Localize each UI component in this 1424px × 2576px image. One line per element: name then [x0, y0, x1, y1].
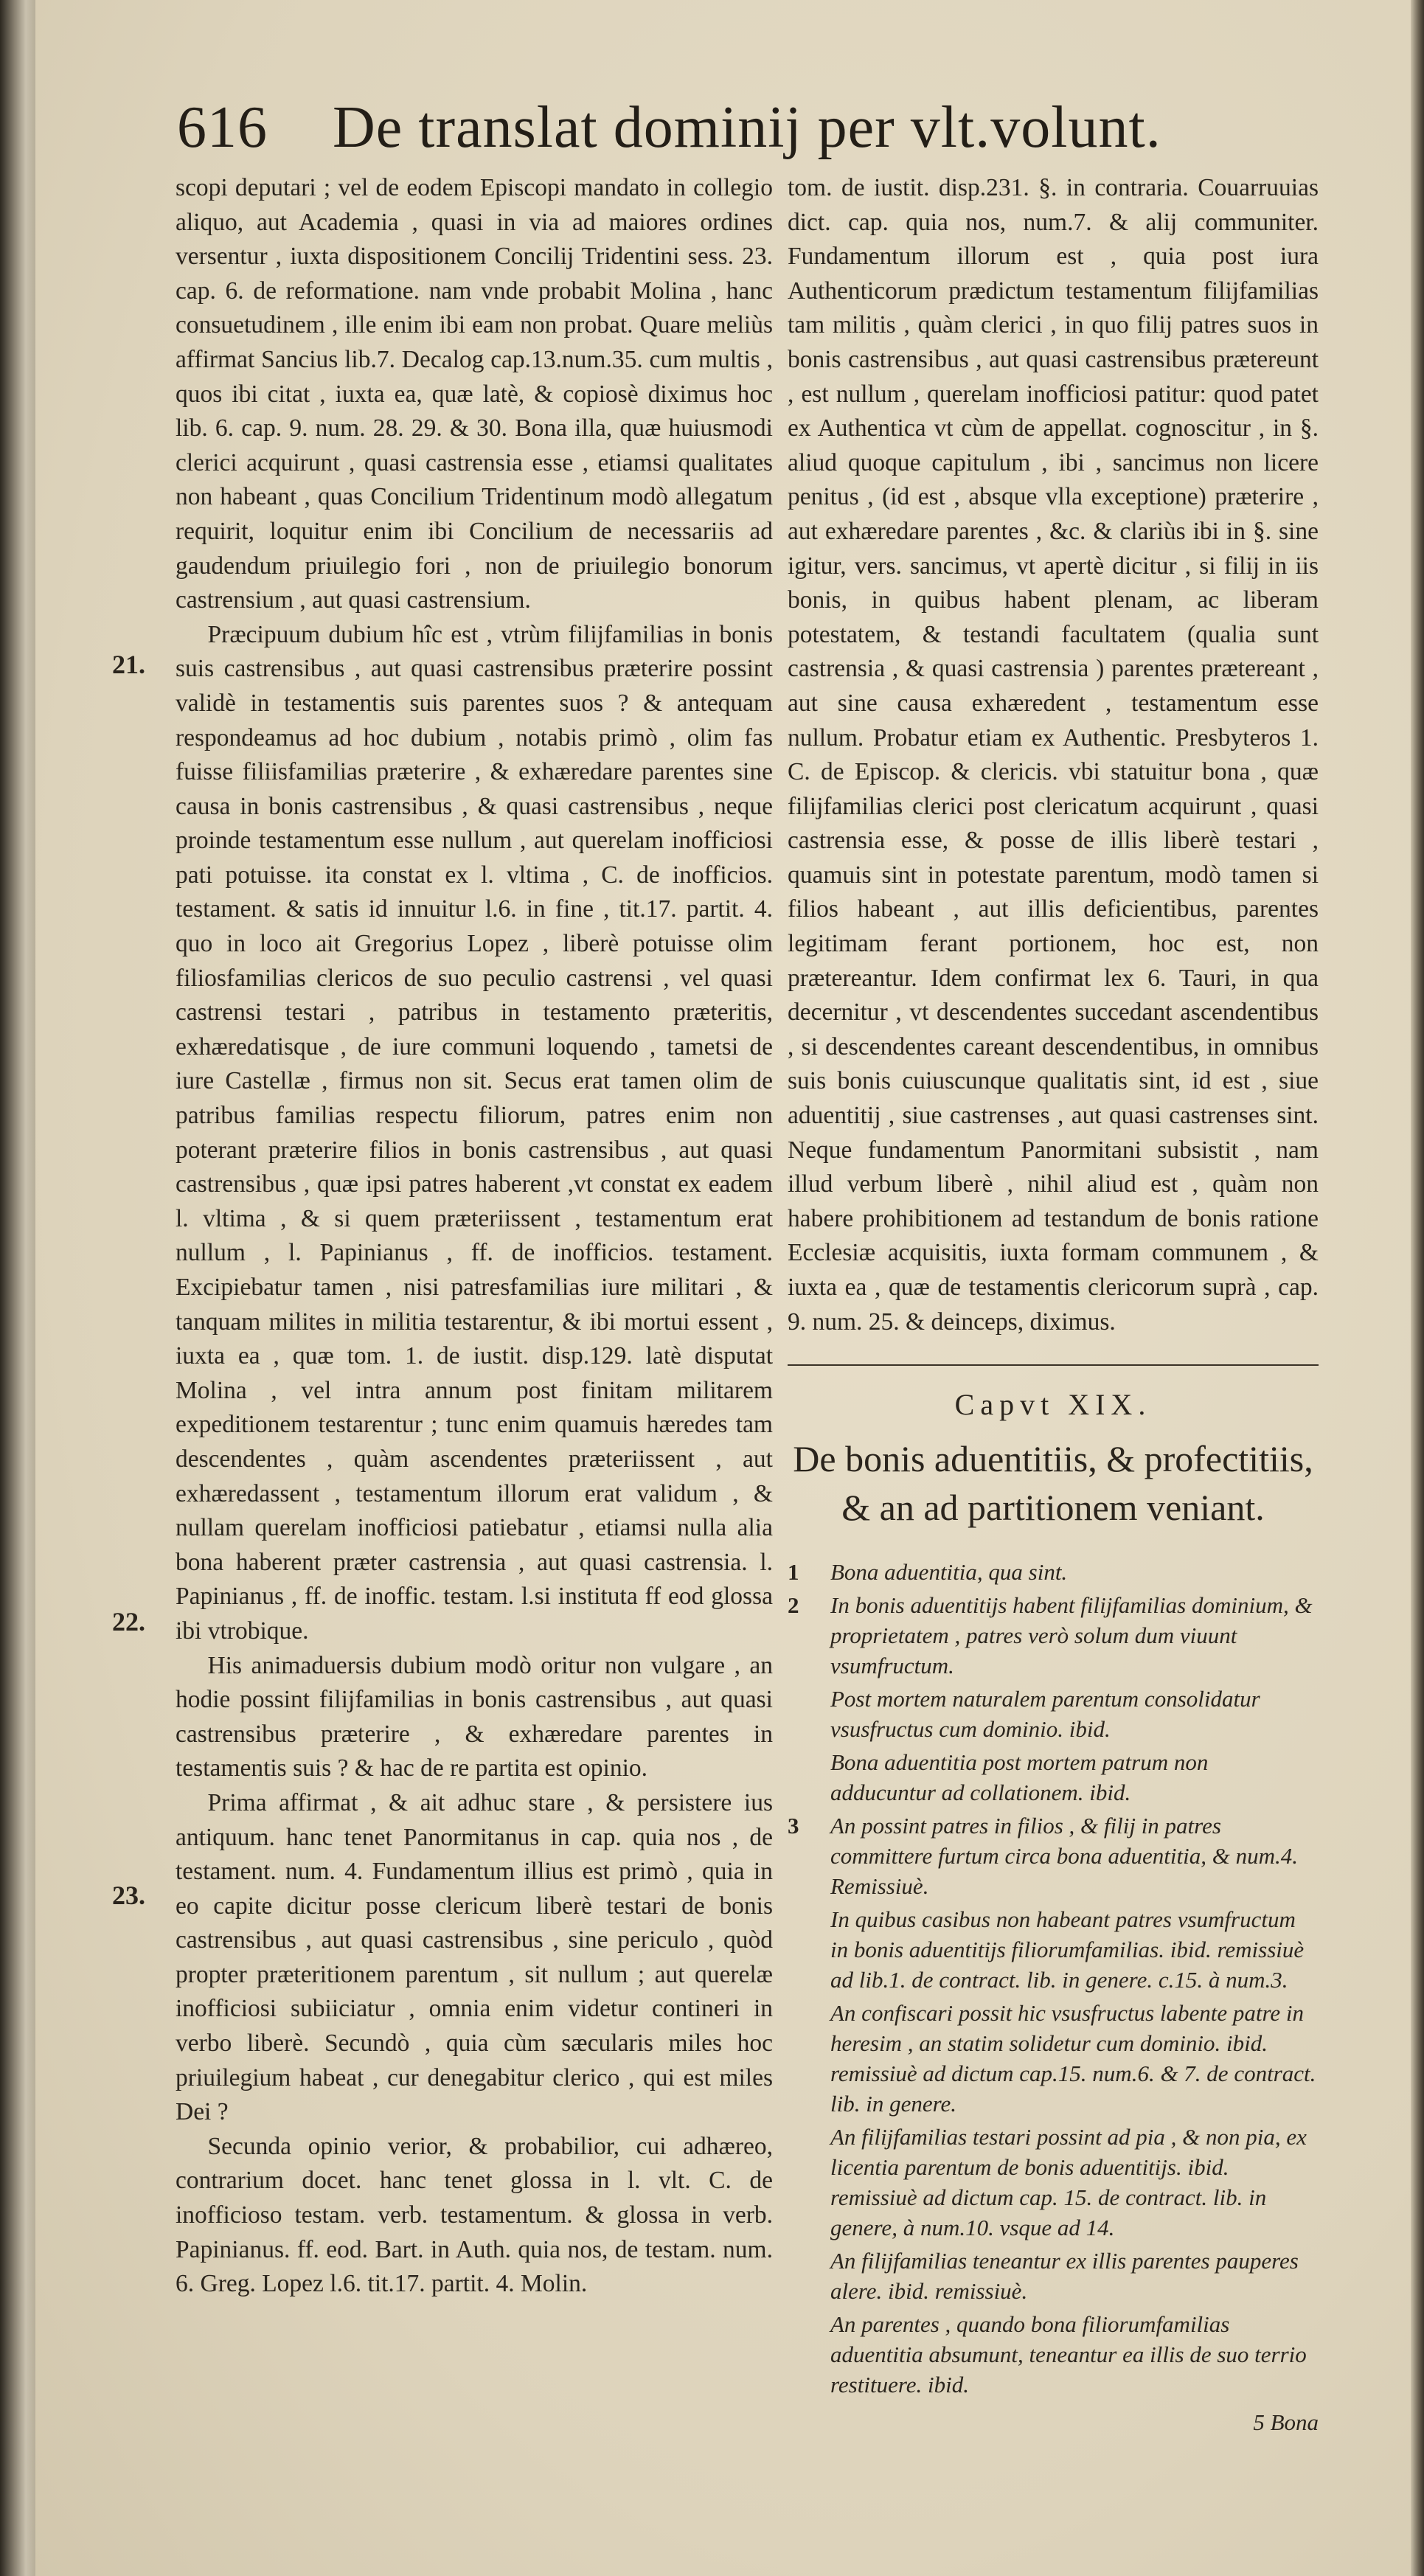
- summary-item: [788, 1747, 1319, 1808]
- summary-item: [788, 1998, 1319, 2119]
- catchword: 5 Bona: [1253, 2409, 1319, 2435]
- summary-item: [788, 1904, 1319, 1995]
- paragraph: scopi deputari ; vel de eodem Episcopi mandato in collegio aliquo, aut Academia , quasi in via ad maiores ordines versentur , iuxta dispositionem Concilij Tridentini sess. 23. cap. 6. de reformatione. nam vnde probabit Molina , hanc consuetudinem , ille enim ibi eam non probat. Quare meliùs affirmat Sancius lib.7. Decalog cap.13.num.35. cum multis , quos ibi citat , iuxta ea, quæ latè, & copiosè diximus hoc lib. 6. cap. 9. num. 28. 29. & 30. Bona illa, quæ huiusmodi clerici acquirunt , quasi castrensia esse , etiamsi qualitates non habeant , quas Concilium Tridentinum modò allegatum requirit, loquitur enim ibi Concilium de necessariis ad gaudendum priuilegio fori , non de priuilegio bonorum castrensium , aut quasi castrensium.: [176, 174, 773, 614]
- summary-number: 1: [788, 1558, 799, 1585]
- chapter-title: De bonis aduentitiis, & profectitiis, & an ad partitionem veniant.: [793, 1437, 1313, 1528]
- page-stack-edge: [0, 0, 37, 2576]
- running-title: De translat dominij per vlt.volunt.: [333, 95, 1161, 160]
- summary-text: An possint patres in filios , & filij in patres committere furtum circa bona aduentitia, & num.4. Remissiuè.: [830, 1812, 1298, 1899]
- chapter-heading: Capvt XIX.: [954, 1388, 1152, 1422]
- summary-text: An confiscari possit hic vsusfructus labente patre in heresim , an statim solidetur cum dominio. ibid. remissiuè ad dictum cap.15. num.6. & 7. de contract. lib. in genere.: [830, 1999, 1316, 2117]
- summary-item: [788, 1557, 1319, 1587]
- right-column: [788, 171, 1319, 2440]
- margin-number: 22.: [112, 1607, 145, 1636]
- paragraph: Prima affirmat , & ait adhuc stare , & persistere ius antiquum. hanc tenet Panormitanus in cap. quia nos , de testament. num. 4. Fundamentum illius est primò , quia in eo capite dicitur posse clericum liberè testari de bonis castrensibus , aut quasi castrensibus , sine periculo , quòd propter præteritionem parentum , sit nullum ; aut querelæ inofficiosi subiiciatur , omnia enim videtur contineri in verbo liberè. Secundò , quia cùm sæcularis miles hoc priuilegium habeat , cur denegabitur clerico , qui est miles Dei ?: [176, 1788, 773, 2126]
- summary-number: 2: [788, 1591, 799, 1618]
- summary-text: An filijfamilias testari possint ad pia , & non pia, ex licentia parentum de bonis aduentitijs. ibid. remissiuè ad dictum cap. 15. de contract. lib. in genere, à num.10. vsque ad 14.: [830, 2123, 1307, 2240]
- summary-text: In bonis aduentitijs habent filijfamilias dominium, & proprietatem , patres verò solum dum viuunt vsumfructum.: [830, 1591, 1313, 1678]
- page-number: 616: [177, 95, 268, 160]
- summary-item: [788, 1684, 1319, 1744]
- summary-text: Post mortem naturalem parentum consolidatur vsusfructus cum dominio. ibid.: [830, 1685, 1260, 1742]
- paragraph: Secunda opinio verior, & probabilior, cui adhæreo, contrarium docet. hanc tenet glossa in l. vlt. C. de inofficioso testam. verb. testamentum. & glossa in verb. Papinianus. ff. eod. Bart. in Auth. quia nos, de testam. num. 6. Greg. Lopez l.6. tit.17. partit. 4. Molin.: [176, 2132, 773, 2298]
- left-column: [176, 171, 773, 2302]
- summary-list: [788, 1557, 1319, 2400]
- summary-item: [788, 1811, 1319, 1901]
- margin-number: 21.: [112, 650, 145, 679]
- summary-text: An filijfamilias teneantur ex illis parentes pauperes alere. ibid. remissiuè.: [830, 2247, 1299, 2304]
- summary-text: Bona aduentitia, qua sint.: [830, 1558, 1068, 1585]
- summary-item: [788, 2122, 1319, 2243]
- running-header: [177, 87, 1313, 168]
- paragraph: tom. de iustit. disp.231. §. in contraria. Couarruuias dict. cap. quia nos, num.7. & alij communiter. Fundamentum illorum est , quia post iura Authenticorum prædictum testamentum filijfamilias tam militis , quàm clerici , in quo filij patres suos in bonis castrensibus , aut quasi castrensibus prætereunt , est nullum , querelam inofficiosi patitur: quod patet ex Authentica vt cùm de appellat. cognoscitur , in §. aliud quoque capitulum , ibi , sancimus non licere penitus , (id est , absque vlla exceptione) præterire , aut exhæredare parentes , &c. & clariùs ibi in §. sine igitur, vers. sancimus, vt apertè dicitur , si filij in iis bonis, in quibus habent plenam, ac liberam potestatem, & testandi facultatem (qualia sunt castrensia , & quasi castrensia ) parentes prætereant , aut sine causa exhæredent , testamentum esse nullum. Probatur etiam ex Authentic. Presbyteros 1. C. de Episcop. & clericis. vbi statuitur bona , quæ filijfamilias clerici post clericatum acquirunt , quasi castrensia esse, & posse de illis liberè testari , quamuis sint in potestate parentum, modò tamen si filios habeant , aut illis deficientibus, parentes legitimam ferant portionem, hoc est, non prætereantur. Idem confirmat lex 6. Tauri, in qua decernitur , vt descendentes succedant ascendentibus , si descendentes careant descendentibus, in omnibus suis bonis cuiuscunque qualitatis sint, id est , siue aduentitij , siue castrenses , aut quasi castrenses sint. Neque fundamentum Panormitani subsistit , nam illud verbum liberè , nihil aliud est , quàm non habere prohibitionem ad testandum de bonis ratione Ecclesiæ acquisitis, iuxta formam communem , & iuxta ea , quæ de testamentis clericorum suprà , cap. 9. num. 25. & deinceps, diximus.: [788, 174, 1319, 1336]
- binding-edge: [1411, 0, 1424, 2576]
- section-rule: [788, 1364, 1319, 1366]
- summary-text: Bona aduentitia post mortem patrum non adducuntur ad collationem. ibid.: [830, 1749, 1209, 1805]
- summary-item: [788, 2309, 1319, 2400]
- summary-text: In quibus casibus non habeant patres vsumfructum in bonis aduentitijs filiorumfamilias. ibid. remissiuè ad lib.1. de contract. lib. in genere. c.15. à num.3.: [830, 1906, 1305, 1993]
- margin-number: 23.: [112, 1881, 145, 1910]
- paragraph: His animaduersis dubium modò oritur non vulgare , an hodie possint filijfamilias in bonis castrensibus , aut quasi castrensibus præterire , & exhæredare parentes in testamentis suis ? & hac de re partita est opinio.: [176, 1651, 773, 1782]
- paragraph: Præcipuum dubium hîc est , vtrùm filijfamilias in bonis suis castrensibus , aut quasi castrensibus præterire possint validè in testamentis suis parentes suos ? & antequam respondeamus ad hoc dubium , notabis primò , olim fas fuisse filiisfamilias præterire , & exhæredare parentes sine causa in bonis castrensibus , & quasi castrensibus , neque proinde testamentum esse nullum , aut querelam inofficiosi pati potuisse. ita constat ex l. vltima , C. de inofficios. testament. & satis id innuitur l.6. in fine , tit.17. partit. 4. quo in loco ait Gregorius Lopez , liberè potuisse olim filiosfamilias clericos de suo peculio castrensi , vel quasi castrensi testari , patribus in testamento præteritis, exhæredatisque , de iure communi loquendo , tametsi de iure Castellæ , firmus non sit. Secus erat tamen olim de patribus familias respectu filiorum, patres enim non poterant præterire filios in bonis castrensibus , aut quasi castrensibus , quæ ipsi patres haberent ,vt constat ex eadem l. vltima , & si quem præteriissent , testamentum erat nullum , l. Papinianus , ff. de inofficios. testament. Excipiebatur tamen , nisi patresfamilias iure militari , & tanquam milites in militia testarentur, & ibi mortui essent , iuxta ea , quæ tom. 1. de iustit. disp.129. latè disputat Molina , vel intra annum post finitam militarem expeditionem testarentur ; tunc enim quamuis hæredes tam descendentes , quàm ascendentes præteriissent , aut exhæredassent , testamentum illorum erat validum , & nullam querelam inofficiosi patiebatur , etiamsi nulla alia bona haberent præter castrensia , aut quasi castrensia. l. Papinianus , ff. de inoffic. testam. l.si instituta ff eod glossa ibi vtrobique.: [176, 620, 773, 1645]
- summary-item: [788, 1590, 1319, 1681]
- summary-item: [788, 2246, 1319, 2306]
- chapter-summary: [788, 1557, 1319, 2400]
- summary-text: An parentes , quando bona filiorumfamilias aduentitia absumunt, teneantur ea illis de suo terrio restituere. ibid.: [830, 2311, 1307, 2398]
- summary-number: 3: [788, 1812, 799, 1839]
